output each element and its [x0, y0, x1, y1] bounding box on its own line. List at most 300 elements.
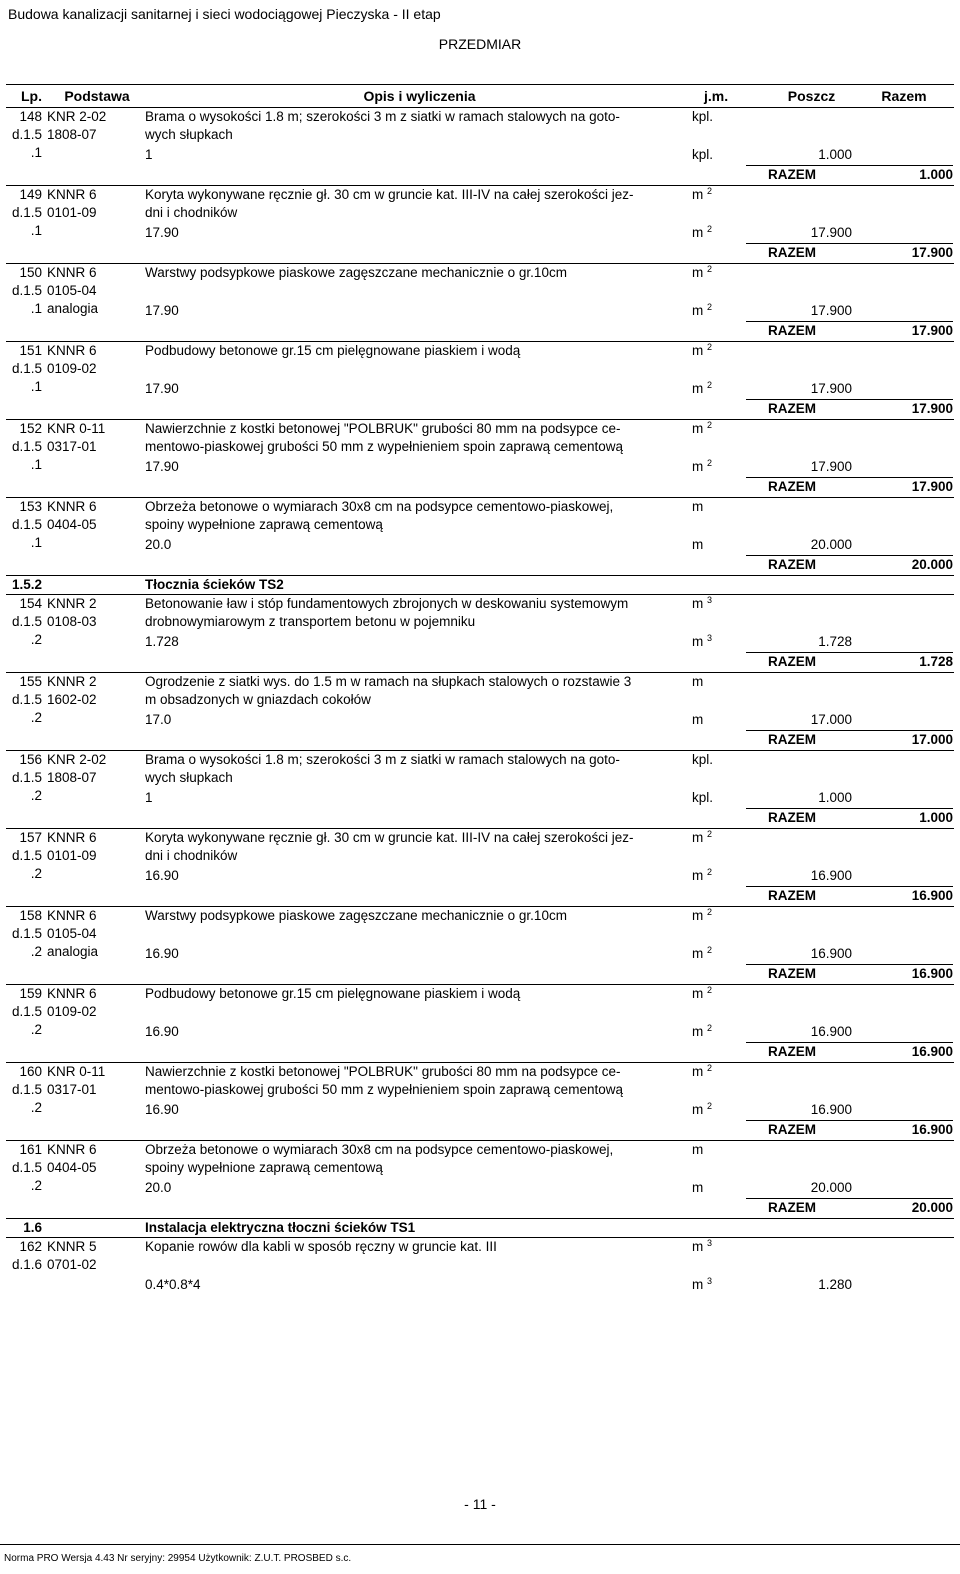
calc-unit-label: m [692, 225, 704, 240]
col-razem: Razem [881, 88, 927, 104]
razem-line [746, 886, 953, 905]
podstawa-line: KNR 0-11 [47, 421, 106, 436]
poszcz-value: 17.900 [810, 459, 852, 474]
item-opis [145, 1238, 690, 1256]
jm-unit: m [692, 830, 704, 845]
lp-line: 161 [19, 1142, 42, 1157]
podstawa-line: 0101-09 [47, 205, 97, 220]
lp-line: 155 [19, 674, 42, 689]
lp-line: .1 [30, 379, 42, 394]
table-header [6, 84, 954, 108]
calc-unit-label: m [692, 381, 704, 396]
razem-value: 17.000 [911, 732, 953, 747]
jm-unit-exponent: 2 [707, 186, 713, 196]
razem-label: RAZEM [768, 245, 816, 260]
item-opis [145, 1063, 690, 1099]
item-podstawa [47, 595, 142, 631]
table-row [6, 1238, 954, 1295]
podstawa-line: 0404-05 [47, 517, 97, 532]
podstawa-line: KNNR 6 [47, 343, 97, 358]
calc-line [145, 711, 852, 729]
podstawa-line: 0701-02 [47, 1257, 97, 1272]
podstawa-line: 0105-04 [47, 283, 97, 298]
item-podstawa [47, 751, 142, 787]
razem-label: RAZEM [768, 654, 816, 669]
poszcz-value: 17.900 [810, 303, 852, 318]
podstawa-line: KNNR 2 [47, 674, 97, 689]
table-row [6, 751, 954, 829]
calc-line [145, 945, 852, 963]
razem-value: 20.000 [911, 557, 953, 572]
calc-unit-label-exponent: 2 [707, 1101, 713, 1111]
opis-line: spoiny wypełnione zaprawą cementową [145, 1160, 383, 1175]
opis-line: dni i chodników [145, 205, 238, 220]
opis-line: Koryta wykonywane ręcznie gł. 30 cm w gruncie kat. III-IV na całej szerokości jez- [145, 187, 634, 202]
jm-unit: m [692, 421, 704, 436]
poszcz-value: 16.900 [810, 868, 852, 883]
razem-value: 1.728 [919, 654, 953, 669]
calc-unit-label: kpl. [692, 147, 714, 162]
calc-unit-label: m [692, 459, 704, 474]
section-row [6, 576, 954, 595]
jm-unit: m [692, 1142, 704, 1157]
lp-line: .1 [30, 457, 42, 472]
jm-unit: m [692, 1239, 704, 1254]
table-row [6, 420, 954, 498]
item-jm [692, 1141, 752, 1159]
item-opis [145, 829, 690, 865]
calc-unit-label: m [692, 946, 704, 961]
jm-unit: m [692, 1064, 704, 1079]
lp-line: .2 [30, 1022, 42, 1037]
item-lp [6, 985, 42, 1039]
razem-label: RAZEM [768, 1200, 816, 1215]
razem-label: RAZEM [768, 966, 816, 981]
calc-expression: 17.90 [145, 225, 179, 240]
item-podstawa [47, 264, 142, 318]
calc-expression: 16.90 [145, 868, 179, 883]
opis-line: Obrzeża betonowe o wymiarach 30x8 cm na podsypce cementowo-piaskowej, [145, 499, 614, 514]
jm-unit-exponent: 2 [707, 420, 713, 430]
opis-line: Warstwy podsypkowe piaskowe zagęszczane mechanicznie o gr.10cm [145, 265, 567, 280]
item-jm [692, 264, 752, 282]
razem-value: 16.900 [911, 888, 953, 903]
calc-expression: 20.0 [145, 1180, 172, 1195]
poszcz-value: 20.000 [810, 1180, 852, 1195]
table-row [6, 342, 954, 420]
calc-unit-label: kpl. [692, 790, 714, 805]
calc-unit [692, 536, 703, 554]
razem-line [746, 1120, 953, 1139]
lp-line: d.1.5 [11, 926, 42, 941]
calc-line [145, 867, 852, 885]
item-lp [6, 420, 42, 474]
item-jm [692, 420, 752, 438]
lp-line: d.1.5 [11, 439, 42, 454]
podstawa-line: analogia [47, 944, 99, 959]
table-row [6, 829, 954, 907]
opis-line: Podbudowy betonowe gr.15 cm pielęgnowane piaskiem i wodą [145, 343, 521, 358]
calc-line [145, 458, 852, 476]
item-lp [6, 498, 42, 552]
calc-expression: 17.0 [145, 712, 172, 727]
calc-unit [692, 945, 712, 963]
calc-unit-label: m [692, 634, 704, 649]
opis-line: wych słupkach [145, 770, 233, 785]
lp-line: d.1.5 [11, 692, 42, 707]
item-jm [692, 985, 752, 1003]
item-opis [145, 498, 690, 534]
table-row [6, 186, 954, 264]
poszcz-value: 16.900 [810, 1024, 852, 1039]
lp-line: 157 [19, 830, 42, 845]
item-opis [145, 907, 690, 925]
calc-unit [692, 1023, 712, 1041]
col-opis: Opis i wyliczenia [363, 88, 476, 104]
opis-line: Koryta wykonywane ręcznie gł. 30 cm w gruncie kat. III-IV na całej szerokości jez- [145, 830, 634, 845]
lp-line: d.1.5 [11, 1160, 42, 1175]
calc-expression: 1 [145, 790, 153, 805]
item-opis [145, 420, 690, 456]
razem-value: 20.000 [911, 1200, 953, 1215]
jm-unit-exponent: 2 [707, 907, 713, 917]
calc-unit-label: m [692, 303, 704, 318]
podstawa-line: 0109-02 [47, 361, 97, 376]
project-title: Budowa kanalizacji sanitarnej i sieci wodociągowej Pieczyska - II etap [8, 6, 441, 22]
document-title: PRZEDMIAR [438, 36, 522, 52]
calc-unit [692, 633, 712, 651]
calc-unit [692, 867, 712, 885]
lp-line: 150 [19, 265, 42, 280]
lp-line: 156 [19, 752, 42, 767]
calc-unit [692, 711, 703, 729]
section-number: 1.5.2 [11, 577, 42, 592]
calc-line [145, 789, 852, 807]
opis-line: mentowo-piaskowej grubości 50 mm z wypełnieniem spoin zaprawą cementową [145, 1082, 623, 1097]
table-row [6, 1141, 954, 1219]
razem-value: 16.900 [911, 1122, 953, 1137]
calc-unit [692, 789, 713, 807]
lp-line: 162 [19, 1239, 42, 1254]
lp-line: .1 [30, 145, 42, 160]
jm-unit: m [692, 343, 704, 358]
item-podstawa [47, 673, 142, 709]
calc-expression: 0.4*0.8*4 [145, 1277, 201, 1292]
calc-unit-label-exponent: 2 [707, 1023, 713, 1033]
calc-unit-label: m [692, 1180, 704, 1195]
razem-line [746, 730, 953, 749]
poszcz-value: 17.900 [810, 225, 852, 240]
podstawa-line: 0317-01 [47, 439, 97, 454]
item-opis [145, 186, 690, 222]
podstawa-line: KNNR 6 [47, 265, 97, 280]
lp-line: 149 [19, 187, 42, 202]
footer-divider [0, 1544, 960, 1545]
razem-line [746, 321, 953, 340]
item-opis [145, 108, 690, 144]
calc-unit-label-exponent: 3 [707, 633, 713, 643]
item-opis [145, 342, 690, 360]
software-note: Norma PRO Wersja 4.43 Nr seryjny: 29954 Użytkownik: Z.U.T. PROSBED s.c. [4, 1553, 352, 1564]
opis-line: Nawierzchnie z kostki betonowej "POLBRUK" grubości 80 mm na podsypce ce- [145, 421, 621, 436]
item-lp [6, 1238, 42, 1274]
calc-unit [692, 146, 713, 164]
jm-unit: kpl. [692, 752, 714, 767]
jm-unit-exponent: 2 [707, 264, 713, 274]
item-podstawa [47, 985, 142, 1021]
opis-line: Betonowanie ław i stóp fundamentowych zbrojonych w deskowaniu systemowym [145, 596, 629, 611]
item-jm [692, 907, 752, 925]
podstawa-line: KNR 2-02 [47, 109, 107, 124]
table-row [6, 907, 954, 985]
section-title: Tłocznia ścieków TS2 [145, 577, 284, 592]
lp-line: .1 [30, 301, 42, 316]
razem-value: 17.900 [911, 245, 953, 260]
podstawa-line: 1808-07 [47, 127, 97, 142]
lp-line: 158 [19, 908, 42, 923]
calc-line [145, 633, 852, 651]
opis-line: dni i chodników [145, 848, 238, 863]
lp-line: .2 [30, 710, 42, 725]
lp-line: .2 [30, 788, 42, 803]
podstawa-line: KNR 0-11 [47, 1064, 106, 1079]
jm-unit: m [692, 265, 704, 280]
opis-line: drobnowymiarowym z transportem betonu w pojemniku [145, 614, 476, 629]
calc-line [145, 536, 852, 554]
jm-unit: m [692, 596, 704, 611]
calc-line [145, 1023, 852, 1041]
podstawa-line: 0105-04 [47, 926, 97, 941]
podstawa-line: 0109-02 [47, 1004, 97, 1019]
lp-line: d.1.5 [11, 127, 42, 142]
lp-line: d.1.5 [11, 361, 42, 376]
lp-line: d.1.5 [11, 517, 42, 532]
item-jm [692, 1238, 752, 1256]
item-lp [6, 673, 42, 727]
razem-line [746, 477, 953, 496]
calc-expression: 17.90 [145, 303, 179, 318]
item-jm [692, 673, 752, 691]
razem-value: 17.900 [911, 401, 953, 416]
calc-unit [692, 1101, 712, 1119]
poszcz-value: 1.000 [818, 790, 852, 805]
item-podstawa [47, 829, 142, 865]
page-number: - 11 - [464, 1496, 496, 1512]
lp-line: d.1.5 [11, 1004, 42, 1019]
calc-unit-label-exponent: 2 [707, 224, 713, 234]
lp-line: .1 [30, 535, 42, 550]
calc-unit-label: m [692, 537, 704, 552]
podstawa-line: KNNR 6 [47, 986, 97, 1001]
przedmiar-table [6, 84, 954, 1295]
calc-expression: 16.90 [145, 946, 179, 961]
calc-expression: 1.728 [145, 634, 179, 649]
poszcz-value: 1.280 [818, 1277, 852, 1292]
razem-label: RAZEM [768, 888, 816, 903]
opis-line: wych słupkach [145, 127, 233, 142]
poszcz-value: 16.900 [810, 946, 852, 961]
opis-line: Nawierzchnie z kostki betonowej "POLBRUK" grubości 80 mm na podsypce ce- [145, 1064, 621, 1079]
section-title: Instalacja elektryczna tłoczni ścieków TS1 [145, 1220, 416, 1235]
podstawa-line: KNNR 6 [47, 1142, 97, 1157]
jm-unit: kpl. [692, 109, 714, 124]
item-opis [145, 1141, 690, 1177]
podstawa-line: 1602-02 [47, 692, 97, 707]
poszcz-value: 17.900 [810, 381, 852, 396]
calc-expression: 17.90 [145, 381, 179, 396]
item-jm [692, 342, 752, 360]
opis-line: Obrzeża betonowe o wymiarach 30x8 cm na podsypce cementowo-piaskowej, [145, 1142, 614, 1157]
razem-line [746, 555, 953, 574]
col-poszcz: Poszcz [787, 88, 836, 104]
opis-line: Podbudowy betonowe gr.15 cm pielęgnowane piaskiem i wodą [145, 986, 521, 1001]
jm-unit-exponent: 2 [707, 1063, 713, 1073]
razem-line [746, 652, 953, 671]
podstawa-line: KNNR 6 [47, 908, 97, 923]
calc-line [145, 146, 852, 164]
item-opis [145, 985, 690, 1003]
item-jm [692, 108, 752, 126]
item-jm [692, 498, 752, 516]
item-podstawa [47, 186, 142, 222]
lp-line: 151 [19, 343, 42, 358]
section-number: 1.6 [23, 1220, 42, 1235]
table-row [6, 673, 954, 751]
opis-line: spoiny wypełnione zaprawą cementową [145, 517, 383, 532]
calc-unit-label-exponent: 2 [707, 867, 713, 877]
section-row [6, 1219, 954, 1238]
item-podstawa [47, 907, 142, 961]
col-jm: j.m. [704, 88, 729, 104]
calc-unit-label-exponent: 2 [707, 380, 713, 390]
calc-unit-label-exponent: 3 [707, 1276, 713, 1286]
razem-line [746, 964, 953, 983]
podstawa-line: 0404-05 [47, 1160, 97, 1175]
lp-line: 152 [19, 421, 42, 436]
calc-expression: 16.90 [145, 1024, 179, 1039]
lp-line: .2 [30, 1100, 42, 1115]
item-podstawa [47, 108, 142, 144]
razem-label: RAZEM [768, 401, 816, 416]
calc-unit [692, 302, 712, 320]
razem-line [746, 165, 953, 184]
opis-line: Kopanie rowów dla kabli w sposób ręczny w gruncie kat. III [145, 1239, 497, 1254]
calc-expression: 1 [145, 147, 153, 162]
calc-unit-label: m [692, 712, 704, 727]
razem-label: RAZEM [768, 557, 816, 572]
lp-line: d.1.5 [11, 614, 42, 629]
lp-line: 159 [19, 986, 42, 1001]
calc-unit-label: m [692, 868, 704, 883]
jm-unit: m [692, 674, 704, 689]
jm-unit-exponent: 3 [707, 595, 713, 605]
table-body [6, 108, 954, 1295]
lp-line: .2 [30, 1178, 42, 1193]
item-lp [6, 1063, 42, 1117]
calc-unit [692, 224, 712, 242]
table-row [6, 264, 954, 342]
razem-label: RAZEM [768, 479, 816, 494]
item-lp [6, 751, 42, 805]
calc-line [145, 1179, 852, 1197]
razem-value: 1.000 [919, 167, 953, 182]
table-row [6, 498, 954, 576]
opis-line: m obsadzonych w gniazdach cokołów [145, 692, 371, 707]
calc-unit-label-exponent: 2 [707, 302, 713, 312]
poszcz-value: 16.900 [810, 1102, 852, 1117]
razem-line [746, 399, 953, 418]
item-jm [692, 595, 752, 613]
jm-unit: m [692, 986, 704, 1001]
podstawa-line: KNNR 6 [47, 499, 97, 514]
razem-value: 17.900 [911, 323, 953, 338]
lp-line: d.1.5 [11, 1082, 42, 1097]
item-jm [692, 186, 752, 204]
table-row [6, 595, 954, 673]
poszcz-value: 1.728 [818, 634, 852, 649]
poszcz-value: 17.000 [810, 712, 852, 727]
lp-line: d.1.5 [11, 770, 42, 785]
item-opis [145, 673, 690, 709]
item-jm [692, 751, 752, 769]
opis-line: Brama o wysokości 1.8 m; szerokości 3 m z siatki w ramach stalowych na goto- [145, 109, 620, 124]
calc-unit [692, 458, 712, 476]
podstawa-line: KNNR 6 [47, 187, 97, 202]
item-opis [145, 264, 690, 282]
calc-unit-label: m [692, 1102, 704, 1117]
lp-line: d.1.5 [11, 848, 42, 863]
opis-line: mentowo-piaskowej grubości 50 mm z wypełnieniem spoin zaprawą cementową [145, 439, 623, 454]
item-lp [6, 1141, 42, 1195]
item-lp [6, 186, 42, 240]
item-opis [145, 751, 690, 787]
item-lp [6, 264, 42, 318]
jm-unit: m [692, 499, 704, 514]
podstawa-line: 0108-03 [47, 614, 97, 629]
col-lp: Lp. [21, 88, 42, 104]
lp-line: 154 [19, 596, 42, 611]
lp-line: .2 [30, 632, 42, 647]
razem-line [746, 1198, 953, 1217]
item-podstawa [47, 498, 142, 534]
lp-line: d.1.5 [11, 205, 42, 220]
razem-value: 17.900 [911, 479, 953, 494]
podstawa-line: 1808-07 [47, 770, 97, 785]
item-lp [6, 595, 42, 649]
lp-line: .1 [30, 223, 42, 238]
razem-label: RAZEM [768, 1044, 816, 1059]
calc-unit-label: m [692, 1277, 704, 1292]
calc-unit-label-exponent: 2 [707, 945, 713, 955]
razem-label: RAZEM [768, 167, 816, 182]
razem-value: 16.900 [911, 966, 953, 981]
calc-line [145, 224, 852, 242]
item-lp [6, 108, 42, 162]
lp-line: 148 [19, 109, 42, 124]
item-jm [692, 829, 752, 847]
razem-line [746, 1042, 953, 1061]
item-jm [692, 1063, 752, 1081]
col-podstawa: Podstawa [64, 88, 130, 104]
jm-unit-exponent: 2 [707, 985, 713, 995]
calc-unit [692, 1179, 703, 1197]
jm-unit: m [692, 187, 704, 202]
poszcz-value: 1.000 [818, 147, 852, 162]
razem-value: 1.000 [919, 810, 953, 825]
podstawa-line: 0317-01 [47, 1082, 97, 1097]
razem-label: RAZEM [768, 732, 816, 747]
item-opis [145, 595, 690, 631]
